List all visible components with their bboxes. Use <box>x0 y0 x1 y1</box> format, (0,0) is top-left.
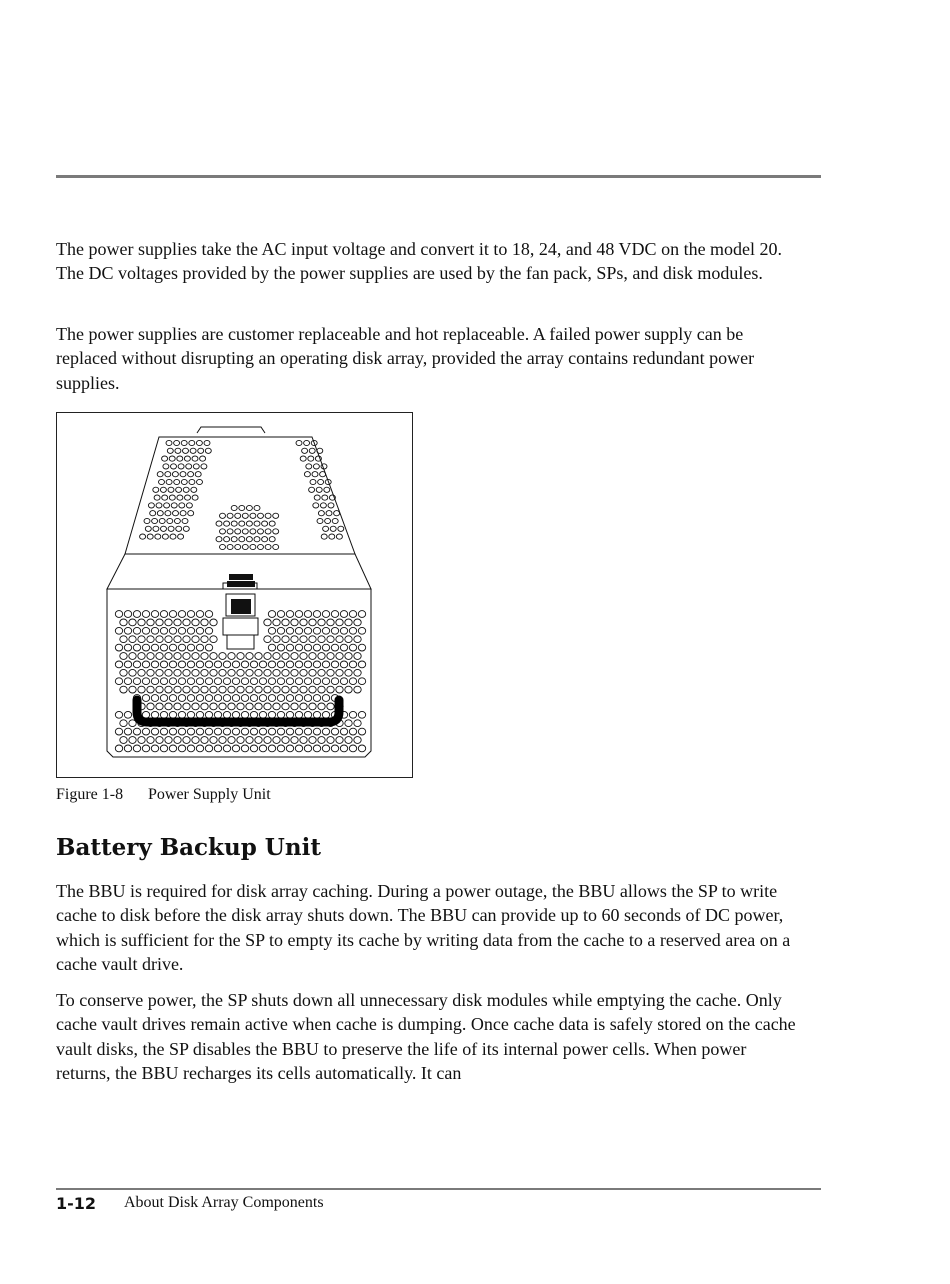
body-paragraph: The power supplies are customer replaceable and hot replaceable. A failed power supply can be replaced without disrupting an operating disk array, provided the array contains redundant power supplies. <box>56 324 755 393</box>
figure-title: Power Supply Unit <box>148 786 271 803</box>
footer-rule <box>56 1188 821 1190</box>
figure-frame <box>56 412 413 778</box>
page-number: 1-12 <box>56 1194 97 1213</box>
figure-number: Figure 1-8 <box>56 786 124 803</box>
power-supply-unit-illustration <box>57 413 414 779</box>
body-paragraph: The BBU is required for disk array caching. During a power outage, the BBU allows the SP to write cache to disk before the disk array shuts down. The BBU can provide up to 60 seconds of DC power, which is sufficient for the SP to empty its cache by writing data from the cache to a reserved area on a cache vault drive. <box>56 881 791 975</box>
figure-caption <box>56 786 271 804</box>
section-heading: Battery Backup Unit <box>56 834 321 861</box>
header-rule <box>56 175 821 178</box>
body-paragraph: To conserve power, the SP shuts down all unnecessary disk modules while emptying the cache. Only cache vault drives remain active when cache is dumping. Once cache data is safely stored on the cache vault disks, the SP disables the BBU to preserve the life of its internal power cells. When power returns, the BBU recharges its cells automatically. It can <box>56 990 796 1084</box>
running-footer: About Disk Array Components <box>124 1194 324 1211</box>
body-paragraph: The power supplies take the AC input voltage and convert it to 18, 24, and 48 VDC on the model 20. The DC voltages provided by the power supplies are used by the fan pack, SPs, and disk modules. <box>56 239 783 284</box>
